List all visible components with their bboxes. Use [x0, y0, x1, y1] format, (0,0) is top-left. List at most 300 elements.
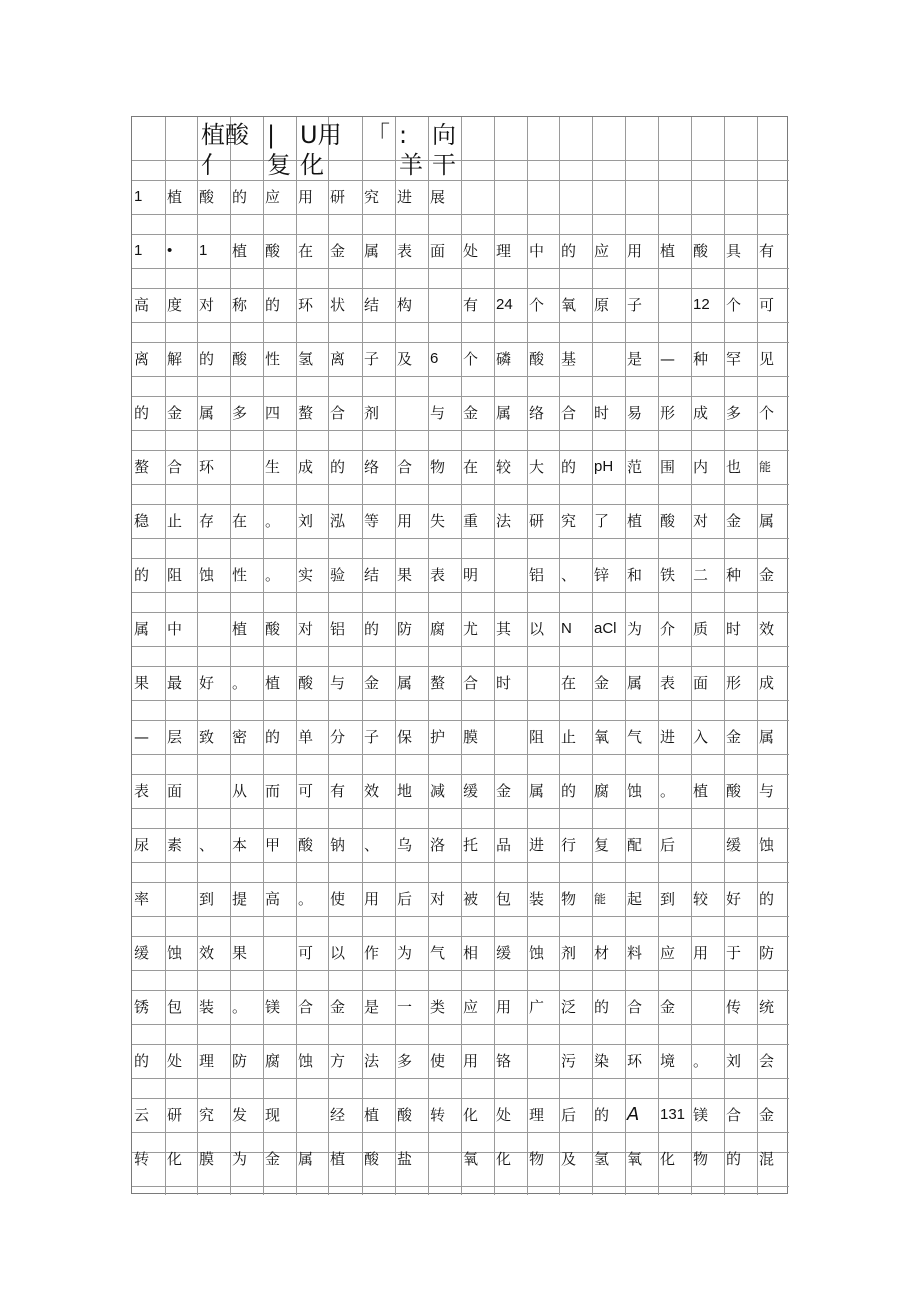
body-char: 蚀: [759, 836, 775, 854]
body-char: —: [134, 728, 149, 746]
body-char: 与: [759, 782, 775, 800]
body-char: 属: [134, 620, 150, 638]
body-char: 高: [134, 296, 150, 314]
body-char: 酸: [298, 836, 314, 854]
grid-row-line: [132, 862, 789, 863]
body-char: 时: [726, 620, 742, 638]
body-char: 广: [529, 998, 545, 1016]
grid-row-line: [132, 936, 789, 937]
body-char: 蚀: [298, 1052, 314, 1070]
body-char: N: [561, 620, 572, 637]
body-char: 在: [561, 674, 577, 692]
grid-column-line: [362, 117, 363, 1195]
body-char: 的: [561, 458, 577, 476]
body-char: 化: [463, 1106, 479, 1124]
body-char: 个: [759, 404, 775, 422]
body-char: 材: [594, 944, 610, 962]
body-char: 提: [232, 890, 248, 908]
body-char: 盐: [397, 1150, 413, 1168]
body-char: 行: [561, 836, 577, 854]
body-char: 6: [430, 350, 439, 367]
body-char: 气: [627, 728, 643, 746]
body-char: 用: [627, 242, 643, 260]
body-char: 重: [463, 512, 479, 530]
body-char: 法: [364, 1052, 380, 1070]
grid-column-line: [527, 117, 528, 1195]
body-char: 本: [232, 836, 248, 854]
grid-row-line: [132, 214, 789, 215]
body-char: 阻: [167, 566, 183, 584]
body-char: 对: [199, 296, 215, 314]
body-char: 时: [496, 674, 512, 692]
subsection-number-char: 1: [199, 242, 208, 259]
heading-cut-fragment: 干: [432, 151, 456, 179]
body-char: 多: [726, 404, 742, 422]
body-char: 化: [660, 1150, 676, 1168]
grid-row-line: [132, 990, 789, 991]
body-char: 用: [463, 1052, 479, 1070]
body-char: 理: [496, 242, 512, 260]
body-char: 金: [496, 782, 512, 800]
body-char: 用: [496, 998, 512, 1016]
body-char: 合: [397, 458, 413, 476]
body-char: 的: [561, 242, 577, 260]
body-char: 与: [430, 404, 446, 422]
body-char: 表: [134, 782, 150, 800]
body-char: 植: [627, 512, 643, 530]
body-char: 属: [529, 782, 545, 800]
body-char: 结: [364, 566, 380, 584]
body-char: 面: [430, 242, 446, 260]
grid-column-line: [428, 117, 429, 1195]
grid-row-line: [132, 288, 789, 289]
body-char: 经: [330, 1106, 346, 1124]
body-char: 尤: [463, 620, 479, 638]
body-char: pH: [594, 458, 614, 475]
body-char: 氢: [298, 350, 314, 368]
body-char: 合: [463, 674, 479, 692]
body-char: 致: [199, 728, 215, 746]
body-char: 应: [594, 242, 610, 260]
body-char: 研: [167, 1106, 183, 1124]
body-char: 可: [759, 296, 775, 314]
body-char: 处: [167, 1052, 183, 1070]
body-char: 剂: [561, 944, 577, 962]
body-char: 最: [167, 674, 183, 692]
body-char: 的: [561, 782, 577, 800]
body-char: 表: [430, 566, 446, 584]
body-char: 二: [693, 566, 709, 584]
heading-cut-fragment: 亻: [201, 151, 225, 179]
grid-row-line: [132, 666, 789, 667]
body-char: 络: [364, 458, 380, 476]
heading-cut-fragment: 羊: [399, 151, 423, 179]
grid-row-line: [132, 268, 789, 269]
body-char: 存: [199, 512, 215, 530]
body-char: 环: [298, 296, 314, 314]
body-char: 属: [496, 404, 512, 422]
body-char: 范: [627, 458, 643, 476]
grid-row-line: [132, 558, 789, 559]
body-char: 植: [330, 1150, 346, 1168]
body-char: 理: [529, 1106, 545, 1124]
body-char: 阻: [529, 728, 545, 746]
body-char: 果: [134, 674, 150, 692]
body-char: 刘: [726, 1052, 742, 1070]
body-char: 金: [759, 1106, 775, 1124]
body-char: 泓: [330, 512, 346, 530]
body-char: 验: [330, 566, 346, 584]
body-char: 现: [265, 1106, 281, 1124]
grid-row-line: [132, 1044, 789, 1045]
body-char: 。: [693, 1052, 709, 1070]
grid-row-line: [132, 592, 789, 593]
body-char: 合: [298, 998, 314, 1016]
grid-row-line: [132, 160, 789, 161]
body-char: 个: [463, 350, 479, 368]
grid-row-line: [132, 754, 789, 755]
body-char: 包: [167, 998, 183, 1016]
body-char: 了: [594, 512, 610, 530]
grid-column-line: [658, 117, 659, 1195]
body-char: 为: [397, 944, 413, 962]
body-char: 介: [660, 620, 676, 638]
body-char: 个: [529, 296, 545, 314]
body-char: 及: [397, 350, 413, 368]
body-char: 止: [561, 728, 577, 746]
heading-cut-fragment: 复: [267, 151, 291, 179]
body-char: 的: [134, 1052, 150, 1070]
body-char: 剂: [364, 404, 380, 422]
grid-row-line: [132, 916, 789, 917]
body-char: 个: [726, 296, 742, 314]
grid-row-line: [132, 700, 789, 701]
body-char: 腐: [265, 1052, 281, 1070]
body-char: 化: [167, 1150, 183, 1168]
section-title-char: 的: [232, 188, 248, 206]
heading-fragment: 「: [366, 121, 390, 149]
grid-column-line: [296, 117, 297, 1195]
body-char: 以: [529, 620, 545, 638]
body-char: 到: [660, 890, 676, 908]
grid-row-line: [132, 774, 789, 775]
grid-row-line: [132, 234, 789, 235]
body-char: 成: [759, 674, 775, 692]
body-char: 氧: [463, 1150, 479, 1168]
body-char: 种: [693, 350, 709, 368]
body-char: 面: [167, 782, 183, 800]
body-char: 中: [167, 620, 183, 638]
grid-row-line: [132, 646, 789, 647]
body-char: 料: [627, 944, 643, 962]
body-char: 金: [167, 404, 183, 422]
body-char: 发: [232, 1106, 248, 1124]
body-char: 膜: [199, 1150, 215, 1168]
body-char: 度: [167, 296, 183, 314]
body-char: 理: [199, 1052, 215, 1070]
body-char: 状: [330, 296, 346, 314]
body-char: 植: [693, 782, 709, 800]
subsection-number-char: •: [167, 242, 173, 259]
body-char: 使: [330, 890, 346, 908]
body-char: 物: [430, 458, 446, 476]
body-char: 的: [134, 566, 150, 584]
body-char: 入: [693, 728, 709, 746]
body-char: 尿: [134, 836, 150, 854]
heading-cut-fragment: 化: [300, 151, 324, 179]
body-char: 形: [660, 404, 676, 422]
body-char: 称: [232, 296, 248, 314]
body-char: 装: [529, 890, 545, 908]
body-char: 有: [759, 242, 775, 260]
body-char: 效: [759, 620, 775, 638]
body-char: 层: [167, 728, 183, 746]
body-char: 锈: [134, 998, 150, 1016]
body-char: 用: [364, 890, 380, 908]
body-char: 境: [660, 1052, 676, 1070]
grid-row-line: [132, 342, 789, 343]
body-char: 染: [594, 1052, 610, 1070]
body-char: 属: [759, 512, 775, 530]
body-char: 的: [265, 296, 281, 314]
body-char: 缓: [463, 782, 479, 800]
body-char: 蚀: [167, 944, 183, 962]
body-char: 植: [232, 620, 248, 638]
heading-fragment: |: [267, 121, 276, 149]
body-char: 离: [330, 350, 346, 368]
body-char: 见: [759, 350, 775, 368]
body-char: 氢: [594, 1150, 610, 1168]
body-char: 。: [298, 890, 314, 908]
body-char: 内: [693, 458, 709, 476]
body-char: 在: [232, 512, 248, 530]
body-char: 金: [660, 998, 676, 1016]
body-char: 而: [265, 782, 281, 800]
body-char: 铬: [496, 1052, 512, 1070]
grid-column-line: [230, 117, 231, 1195]
grid-row-line: [132, 322, 789, 323]
body-char: 缓: [496, 944, 512, 962]
body-char: 解: [167, 350, 183, 368]
body-char: 以: [330, 944, 346, 962]
grid-row-line: [132, 538, 789, 539]
body-char: 是: [627, 350, 643, 368]
body-char: 合: [726, 1106, 742, 1124]
grid-column-line: [263, 117, 264, 1195]
body-char: 。: [265, 566, 281, 584]
section-title-char: 究: [364, 188, 380, 206]
body-char: 蚀: [627, 782, 643, 800]
body-char: 托: [463, 836, 479, 854]
body-char: 属: [199, 404, 215, 422]
body-char: 能: [759, 460, 772, 474]
body-char: 在: [298, 242, 314, 260]
body-char: 止: [167, 512, 183, 530]
body-char: 锌: [594, 566, 610, 584]
body-char: 其: [496, 620, 512, 638]
body-char: 防: [232, 1052, 248, 1070]
body-char: 起: [627, 890, 643, 908]
section-title-char: 应: [265, 188, 281, 206]
body-char: 铁: [660, 566, 676, 584]
body-char: 质: [693, 620, 709, 638]
body-char: 酸: [693, 242, 709, 260]
body-char: 缓: [726, 836, 742, 854]
body-char: 蚀: [529, 944, 545, 962]
heading-fragment: 植酸: [201, 121, 249, 149]
body-char: 蚀: [199, 566, 215, 584]
body-char: 的: [726, 1150, 742, 1168]
section-title-char: 展: [430, 188, 446, 206]
grid-column-line: [592, 117, 593, 1195]
body-char: 被: [463, 890, 479, 908]
body-char: 属: [397, 674, 413, 692]
grid-row-line: [132, 612, 789, 613]
body-char: 植: [660, 242, 676, 260]
body-char: A: [627, 1104, 640, 1125]
body-char: 时: [594, 404, 610, 422]
body-char: 使: [430, 1052, 446, 1070]
body-char: 12: [693, 296, 710, 313]
body-char: 果: [397, 566, 413, 584]
body-char: 物: [561, 890, 577, 908]
body-char: 防: [397, 620, 413, 638]
body-char: 及: [561, 1150, 577, 1168]
body-char: 处: [496, 1106, 512, 1124]
body-char: 金: [726, 512, 742, 530]
body-char: 对: [693, 512, 709, 530]
body-char: 甲: [265, 836, 281, 854]
body-char: 的: [594, 1106, 610, 1124]
grid-column-line: [494, 117, 495, 1195]
body-char: 稳: [134, 512, 150, 530]
body-char: 原: [594, 296, 610, 314]
body-char: 于: [726, 944, 742, 962]
body-char: 用: [397, 512, 413, 530]
body-char: —: [660, 350, 675, 368]
body-char: 131: [660, 1106, 686, 1123]
body-char: 生: [265, 458, 281, 476]
grid-row-line: [132, 484, 789, 485]
grid-column-line: [559, 117, 560, 1195]
body-char: 的: [330, 458, 346, 476]
body-char: 大: [529, 458, 545, 476]
grid-column-line: [328, 117, 329, 1195]
body-char: 的: [594, 998, 610, 1016]
grid-column-line: [395, 117, 396, 1195]
body-char: 污: [561, 1052, 577, 1070]
body-char: 较: [693, 890, 709, 908]
body-char: 属: [627, 674, 643, 692]
body-char: 方: [330, 1052, 346, 1070]
body-char: 金: [265, 1150, 281, 1168]
grid-row-line: [132, 180, 789, 181]
section-title-char: 研: [330, 188, 346, 206]
heading-fragment: U用: [300, 121, 342, 149]
body-char: 性: [232, 566, 248, 584]
body-char: 成: [693, 404, 709, 422]
body-char: 的: [759, 890, 775, 908]
body-char: 分: [330, 728, 346, 746]
body-char: 镁: [265, 998, 281, 1016]
grid-column-line: [461, 117, 462, 1195]
body-char: 转: [430, 1106, 446, 1124]
body-char: 围: [660, 458, 676, 476]
section-title-char: 进: [397, 188, 413, 206]
body-char: 金: [330, 242, 346, 260]
body-char: 复: [594, 836, 610, 854]
body-char: 子: [364, 350, 380, 368]
section-title-char: 用: [298, 188, 314, 206]
body-char: 钠: [330, 836, 346, 854]
body-char: 可: [298, 782, 314, 800]
heading-fragment: :: [399, 121, 408, 149]
body-char: 24: [496, 296, 513, 313]
body-char: 到: [199, 890, 215, 908]
body-char: 氧: [627, 1150, 643, 1168]
body-char: 属: [759, 728, 775, 746]
body-char: 实: [298, 566, 314, 584]
body-char: 较: [496, 458, 512, 476]
body-char: 金: [759, 566, 775, 584]
grid-row-line: [132, 450, 789, 451]
body-char: 和: [627, 566, 643, 584]
body-char: 好: [726, 890, 742, 908]
body-char: 保: [397, 728, 413, 746]
body-char: 洛: [430, 836, 446, 854]
body-char: 相: [463, 944, 479, 962]
body-char: 泛: [561, 998, 577, 1016]
body-char: 转: [134, 1150, 150, 1168]
body-char: 混: [759, 1150, 775, 1168]
body-char: 地: [397, 782, 413, 800]
body-char: 素: [167, 836, 183, 854]
body-char: 子: [364, 728, 380, 746]
body-char: 有: [463, 296, 479, 314]
body-char: 膜: [463, 728, 479, 746]
body-char: 刘: [298, 512, 314, 530]
body-char: 防: [759, 944, 775, 962]
body-char: 合: [330, 404, 346, 422]
body-char: 物: [529, 1150, 545, 1168]
body-char: 酸: [397, 1106, 413, 1124]
body-char: 金: [364, 674, 380, 692]
body-char: 酸: [529, 350, 545, 368]
grid-row-line: [132, 1132, 789, 1133]
body-char: 成: [298, 458, 314, 476]
body-char: 氧: [594, 728, 610, 746]
body-char: 螯: [134, 458, 150, 476]
body-char: 对: [298, 620, 314, 638]
grid-column-line: [197, 117, 198, 1195]
grid-row-line: [132, 376, 789, 377]
heading-fragment: 向: [432, 121, 456, 149]
body-char: 镁: [693, 1106, 709, 1124]
body-char: 合: [561, 404, 577, 422]
grid-column-line: [757, 117, 758, 1195]
body-char: 研: [529, 512, 545, 530]
body-char: 腐: [594, 782, 610, 800]
body-char: 云: [134, 1106, 150, 1124]
body-char: aCl: [594, 620, 617, 637]
body-char: 的: [364, 620, 380, 638]
body-char: 乌: [397, 836, 413, 854]
body-char: 高: [265, 890, 281, 908]
body-char: 用: [693, 944, 709, 962]
body-char: 螯: [430, 674, 446, 692]
body-char: 、: [199, 836, 215, 854]
body-char: 离: [134, 350, 150, 368]
